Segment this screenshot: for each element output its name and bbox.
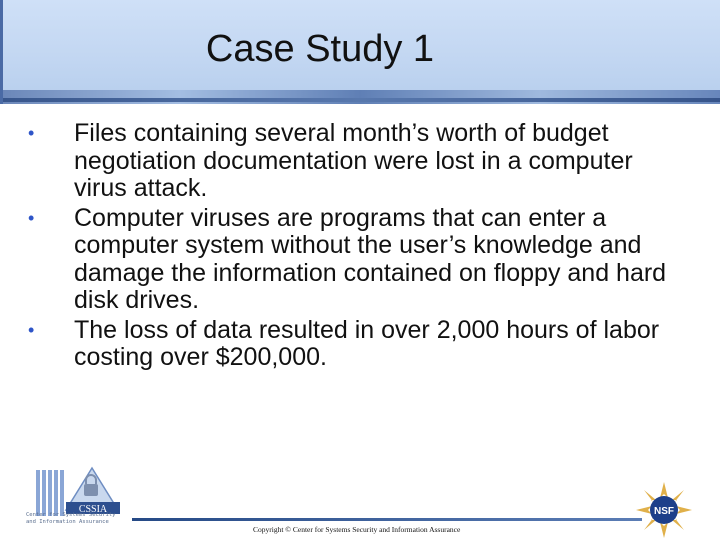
nsf-logo-text: NSF bbox=[654, 506, 674, 517]
bullet-text: The loss of data resulted in over 2,000 hours of labor costing over $200,000. bbox=[74, 315, 660, 371]
bullet-item bbox=[28, 317, 688, 372]
slide-title: Case Study 1 bbox=[205, 28, 435, 70]
bullet-dot-icon: • bbox=[28, 207, 35, 228]
header-stripe bbox=[0, 90, 720, 104]
cssia-tagline bbox=[26, 512, 136, 526]
bullet-list bbox=[28, 120, 688, 374]
footer-divider bbox=[132, 518, 642, 521]
bullet-text: Computer viruses are programs that can enter a computer system without the user’s knowledge and damage the information contained on floppy and hard disk drives. bbox=[74, 203, 667, 314]
bullet-text: Files containing several month’s worth of budget negotiation documentation were lost in a computer virus attack. bbox=[74, 119, 633, 202]
cssia-tagline-line-1: Center for Systems Security bbox=[26, 512, 116, 518]
nsf-logo-icon bbox=[634, 480, 694, 540]
bullet-item bbox=[28, 120, 688, 203]
cssia-logo-text: CSSIA bbox=[78, 504, 108, 515]
bullet-item bbox=[28, 205, 688, 315]
cssia-tagline-line-2: and Information Assurance bbox=[26, 519, 109, 525]
bullet-dot-icon: • bbox=[28, 123, 35, 143]
copyright-text: Copyright © Center for Systems Security and Information Assurance bbox=[253, 525, 461, 534]
bullet-dot-icon: • bbox=[28, 319, 35, 340]
